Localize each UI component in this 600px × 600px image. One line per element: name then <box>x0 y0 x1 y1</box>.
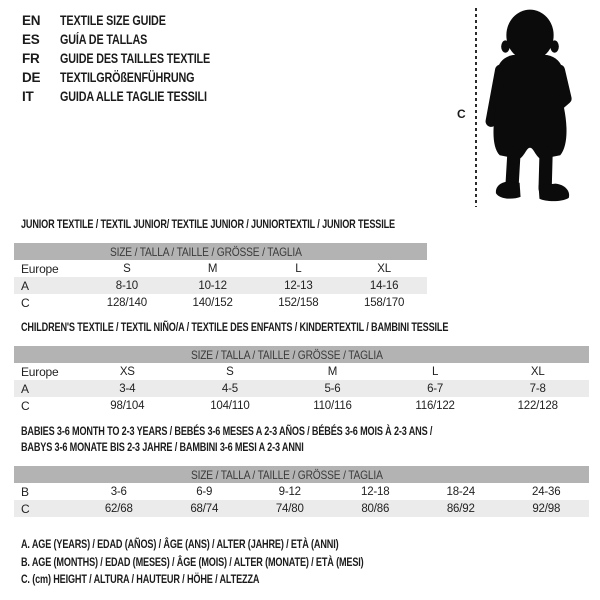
table-title: BABYS 3-6 MONATE BIS 2-3 JAHRE / BAMBINI 3-6 MESI A 2-3 ANNI <box>21 440 304 454</box>
size-table-row <box>14 363 589 380</box>
language-row <box>22 11 248 30</box>
height-measure-dashed-line <box>475 8 477 207</box>
size-value-cell: 10-12 <box>170 277 256 294</box>
size-table-row <box>14 380 589 397</box>
table-title: BABIES 3-6 MONTH TO 2-3 YEARS / BEBÉS 3-6 MESES A 2-3 AÑOS / BÉBÉS 3-6 MOIS À 2-3 ANS / <box>21 424 433 438</box>
size-value-cell: M <box>207 262 218 275</box>
language-row <box>22 49 248 68</box>
size-value-cell: XL <box>530 365 545 378</box>
language-guide-title: TEXTILE SIZE GUIDE <box>60 13 166 28</box>
size-value-cell: 8-10 <box>84 277 170 294</box>
size-header-bar <box>14 243 427 260</box>
height-marker-label: C <box>457 107 466 121</box>
size-table-row <box>14 294 427 311</box>
row-label: C <box>14 500 76 517</box>
size-value-cell: 104/110 <box>210 399 250 412</box>
row-label: Europe <box>21 261 59 276</box>
size-value-cell: 92/98 <box>504 500 590 517</box>
size-header-bar <box>14 466 589 483</box>
junior-textile-table-section <box>14 216 427 311</box>
table-title: CHILDREN'S TEXTILE / TEXTIL NIÑO/A / TEXTILE DES ENFANTS / KINDERTEXTIL / BAMBINI TESSILE <box>21 320 449 334</box>
size-value-cell: XS <box>119 365 135 378</box>
row-label: B <box>21 484 29 499</box>
size-value-cell: 12-18 <box>361 485 390 498</box>
size-value-cell: 24-36 <box>532 485 561 498</box>
size-value-cell: 116/122 <box>415 399 455 412</box>
size-value-cell: M <box>327 365 338 378</box>
size-table-row <box>14 500 589 517</box>
size-value-cell: 14-16 <box>341 277 427 294</box>
baby-toddler-silhouette-icon <box>482 4 578 212</box>
footnote-age-years: A. AGE (YEARS) / EDAD (AÑOS) / ÂGE (ANS) / ALTER (JAHRE) / ETÀ (ANNI) <box>21 537 339 551</box>
size-header-label: SIZE / TALLA / TAILLE / GRÖSSE / TAGLIA <box>110 244 302 259</box>
size-value-cell: 62/68 <box>76 500 162 517</box>
footnote-list <box>21 536 472 589</box>
language-code: ES <box>22 32 40 47</box>
language-code: DE <box>22 70 41 85</box>
row-label: C <box>21 295 30 310</box>
language-guide-title: GUIDE DES TAILLES TEXTILE <box>60 51 211 66</box>
row-label: Europe <box>21 364 59 379</box>
size-table <box>14 466 589 517</box>
size-value-cell: 74/80 <box>247 500 333 517</box>
language-code: EN <box>22 13 41 28</box>
size-value-cell: 122/128 <box>517 399 558 412</box>
size-value-cell: 6-7 <box>384 380 487 397</box>
size-value-cell: 9-12 <box>278 485 301 498</box>
size-value-cell: L <box>431 365 439 378</box>
size-value-cell: 110/116 <box>313 399 352 412</box>
size-value-cell: 128/140 <box>106 296 147 309</box>
size-value-cell: S <box>226 365 234 378</box>
size-value-cell: XL <box>377 262 391 275</box>
size-table-row <box>14 277 427 294</box>
row-label: C <box>21 398 30 413</box>
size-value-cell: 6-9 <box>196 485 213 498</box>
size-header-bar <box>14 346 589 363</box>
table-title: JUNIOR TEXTILE / TEXTIL JUNIOR/ TEXTILE JUNIOR / JUNIORTEXTIL / JUNIOR TESSILE <box>21 217 395 231</box>
size-value-cell: S <box>123 262 131 275</box>
size-table <box>14 243 427 311</box>
size-value-cell: 18-24 <box>446 485 475 498</box>
size-value-cell: 152/158 <box>278 296 319 309</box>
size-value-cell: 158/170 <box>364 296 405 309</box>
row-label: A <box>14 380 76 397</box>
size-header-label: SIZE / TALLA / TAILLE / GRÖSSE / TAGLIA <box>191 347 383 362</box>
babies-textile-table-section <box>14 423 589 517</box>
size-value-cell: 4-5 <box>179 380 282 397</box>
row-label: A <box>14 277 84 294</box>
footnote-height-cm: C. (cm) HEIGHT / ALTURA / HAUTEUR / HÖHE / ALTEZZA <box>21 572 260 586</box>
size-value-cell: 68/74 <box>162 500 248 517</box>
size-value-cell: 7-8 <box>486 380 589 397</box>
size-value-cell: 80/86 <box>333 500 419 517</box>
language-row <box>22 68 248 87</box>
size-value-cell: 140/152 <box>192 296 233 309</box>
language-code: IT <box>22 89 34 104</box>
size-value-cell: 3-4 <box>76 380 179 397</box>
size-table-row <box>14 260 427 277</box>
language-guide-title: GUÍA DE TALLAS <box>60 32 148 47</box>
footnote-age-months: B. AGE (MONTHS) / EDAD (MESES) / ÂGE (MOIS) / ALTER (MONATE) / ETÀ (MESI) <box>21 554 364 569</box>
size-value-cell: 5-6 <box>281 380 384 397</box>
size-table <box>14 346 589 414</box>
size-value-cell: 86/92 <box>418 500 504 517</box>
size-value-cell: L <box>295 262 302 275</box>
size-value-cell: 98/104 <box>110 399 145 412</box>
language-code: FR <box>22 51 40 66</box>
size-table-row <box>14 483 589 500</box>
size-value-cell: 12-13 <box>256 277 342 294</box>
size-table-row <box>14 397 589 414</box>
children-textile-table-section <box>14 319 589 414</box>
size-value-cell: 3-6 <box>110 485 127 498</box>
language-title-list <box>22 11 248 106</box>
language-row <box>22 87 248 106</box>
language-guide-title: GUIDA ALLE TAGLIE TESSILI <box>60 89 207 104</box>
language-guide-title: TEXTILGRÖßENFÜHRUNG <box>60 70 195 85</box>
language-row <box>22 30 248 49</box>
size-header-label: SIZE / TALLA / TAILLE / GRÖSSE / TAGLIA <box>191 467 383 482</box>
